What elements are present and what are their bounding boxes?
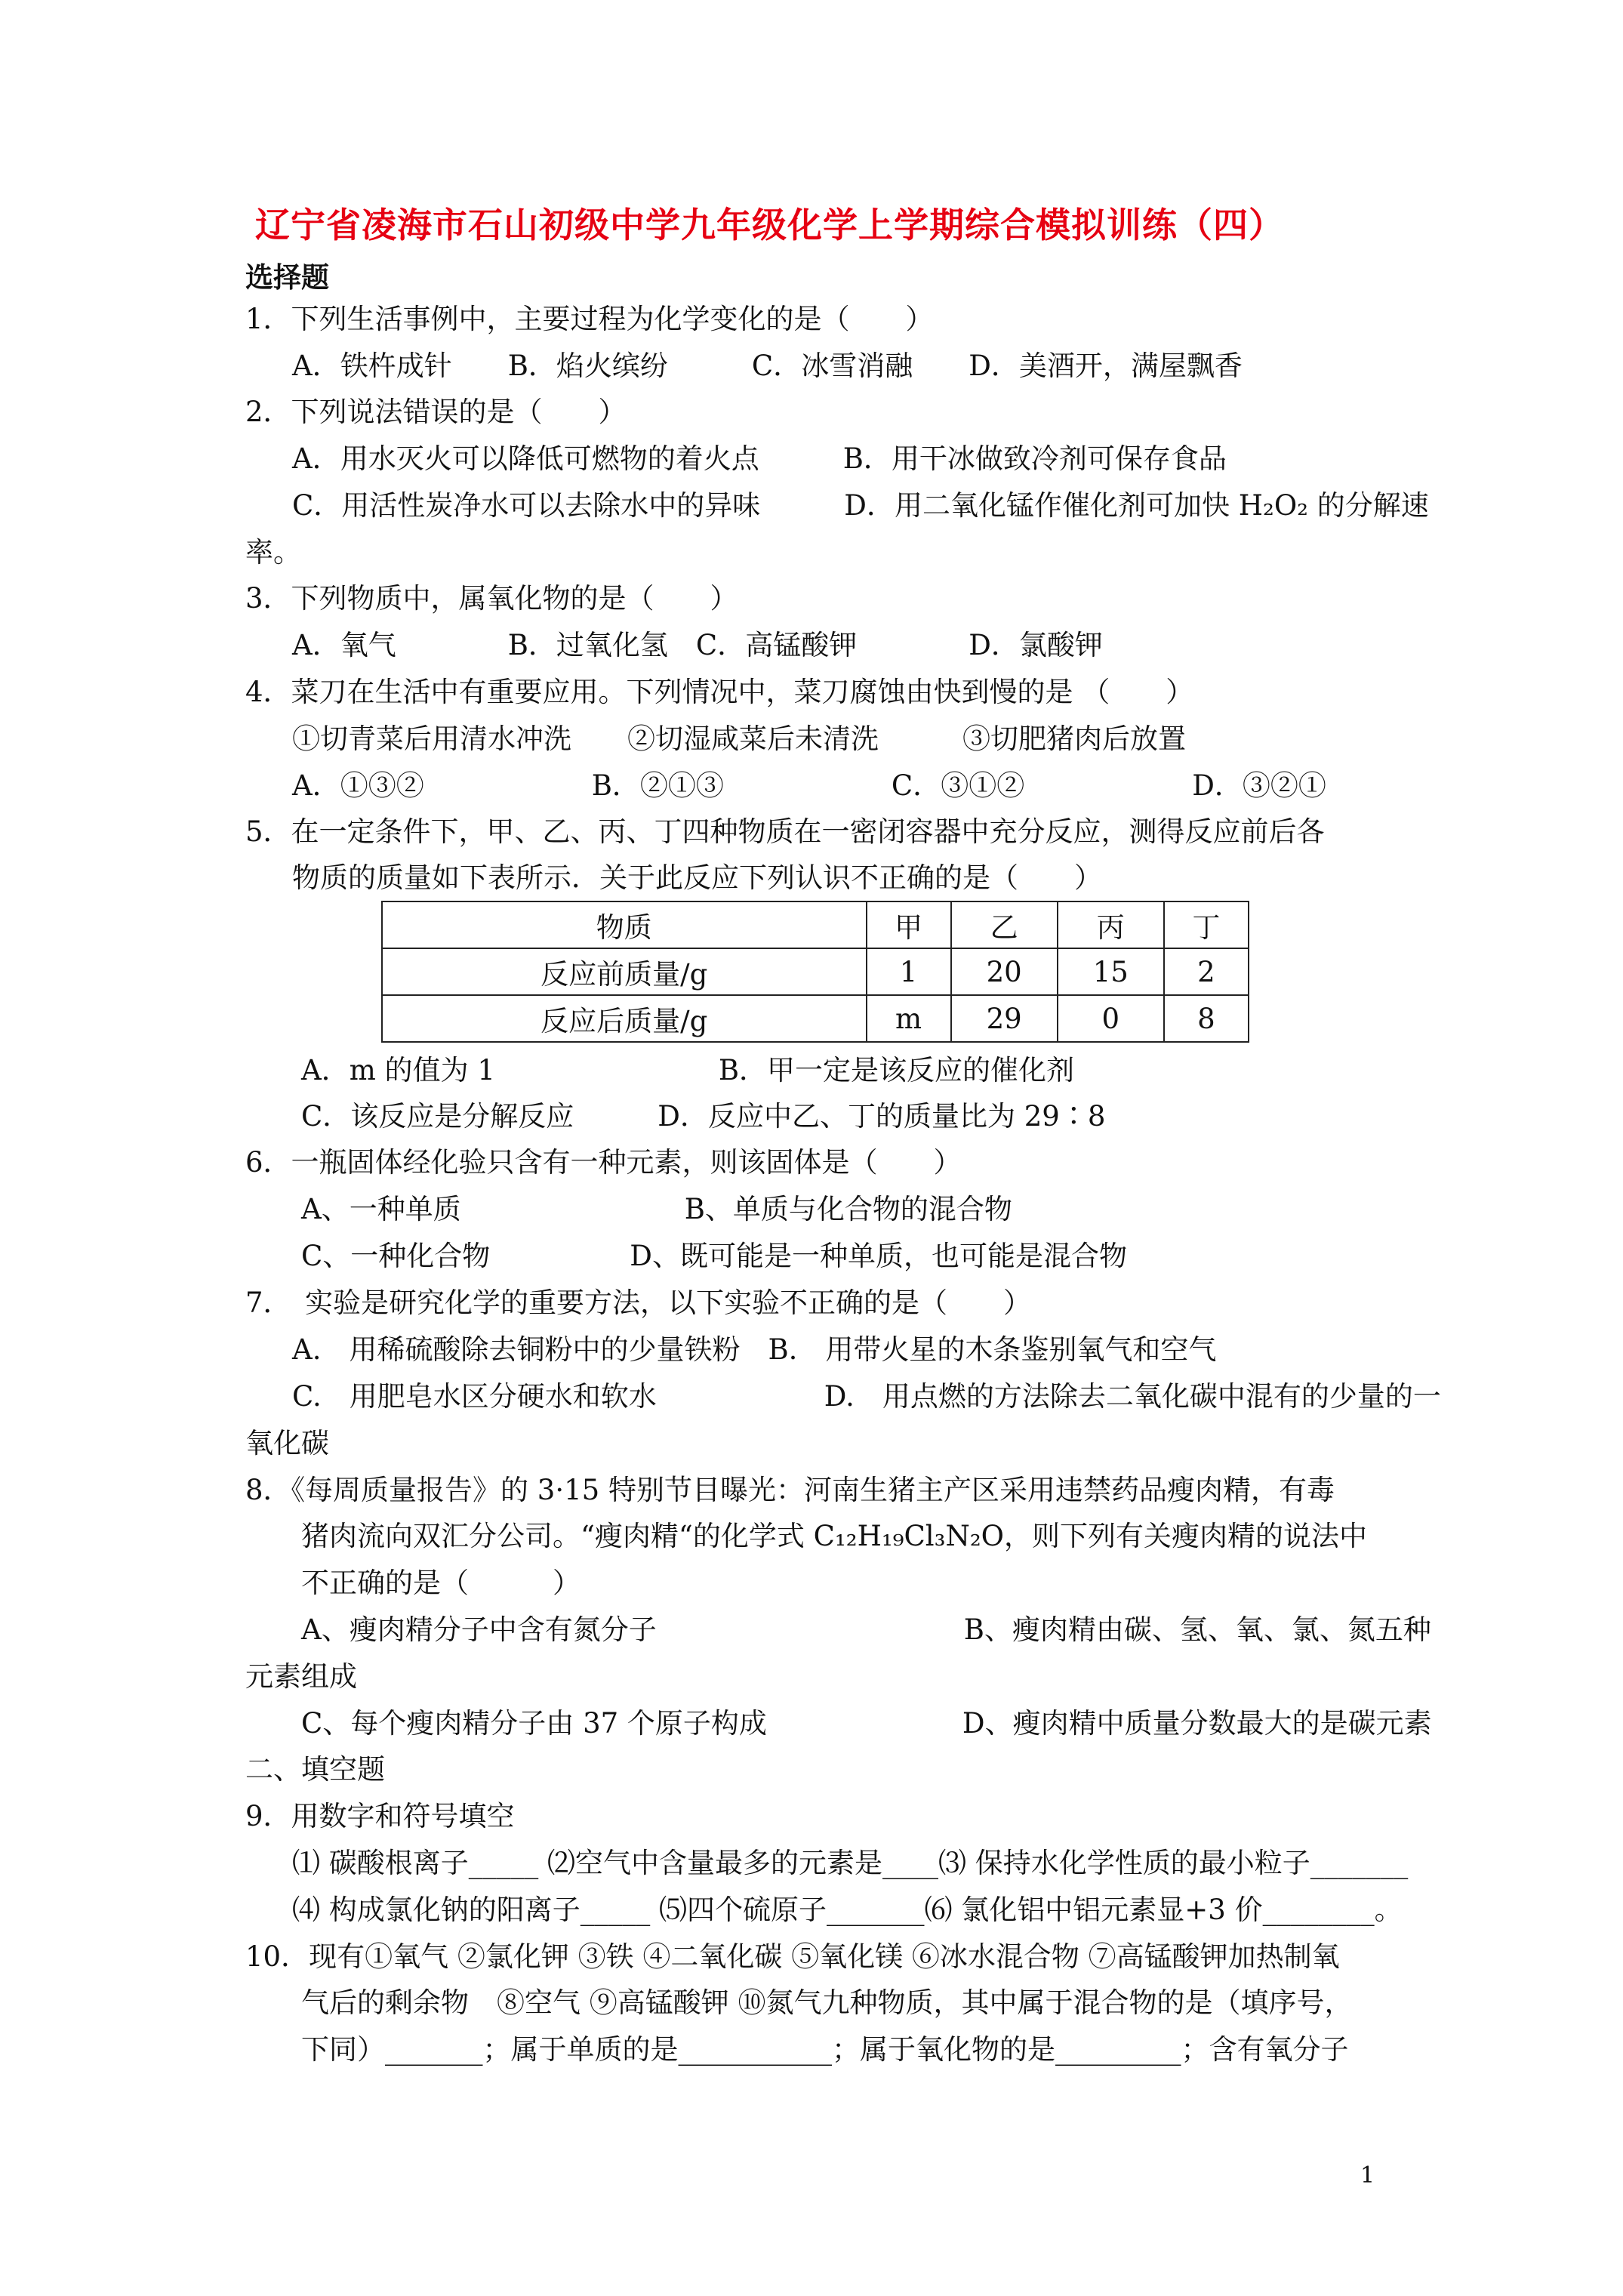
question-8-continuation: 元素组成 [245, 1660, 357, 1693]
question-1: 1．下列生活事例中，主要过程为化学变化的是（ ） [245, 303, 934, 335]
section-heading-fill: 二、填空题 [245, 1753, 385, 1786]
table-cell: 20 [951, 948, 1058, 995]
table-cell: 丁 [1164, 901, 1249, 948]
question-8-line-2: 猪肉流向双汇分公司。“瘦肉精“的化学式 C₁₂H₁₉Cl₃N₂O，则下列有关瘦肉精的说法中 [301, 1520, 1368, 1552]
question-5-options-cd: C．该反应是分解反应 D．反应中乙、丁的质量比为 29∶8 [301, 1100, 1106, 1133]
question-1-options: A．铁杵成针 B．焰火缤纷 C．冰雪消融 D．美酒开，满屋飘香 [292, 350, 1243, 382]
question-10-line-2: 气后的剩余物 ⑧空气 ⑨高锰酸钾 ⑩氮气九种物质，其中属于混合物的是（填序号， [301, 1986, 1353, 2019]
question-2-options-ab: A．用水灭火可以降低可燃物的着火点 B．用干冰做致冷剂可保存食品 [292, 442, 1227, 475]
section-heading-choice: 选择题 [245, 260, 329, 294]
table-cell: 甲 [867, 901, 951, 948]
question-2-continuation: 率。 [245, 536, 301, 569]
question-9: 9．用数字和符号填空 [245, 1800, 515, 1832]
table-cell: 29 [951, 995, 1058, 1042]
mass-table [381, 901, 1249, 1043]
document-title: 辽宁省凌海市石山初级中学九年级化学上学期综合模拟训练（四） [255, 205, 1284, 245]
question-8-options-cd: C、每个瘦肉精分子由 37 个原子构成 D、瘦肉精中质量分数最大的是碳元素 [301, 1707, 1432, 1740]
question-6-options-ab: A、一种单质 B、单质与化合物的混合物 [301, 1193, 1012, 1225]
table-cell: 物质 [382, 901, 867, 948]
table-header-row [382, 901, 1249, 948]
question-5-line-2: 物质的质量如下表所示．关于此反应下列认识不正确的是（ ） [292, 861, 1102, 894]
question-2-options-cd: C．用活性炭净水可以去除水中的异味 D．用二氧化锰作催化剂可加快 H₂O₂ 的分解速 [292, 489, 1429, 522]
table-cell: 乙 [951, 901, 1058, 948]
question-7-options-cd: C. 用肥皂水区分硬水和软水 D. 用点燃的方法除去二氧化碳中混有的少量的一 [292, 1380, 1441, 1413]
table-cell: 反应前质量/g [382, 948, 867, 995]
question-8-options-ab: A、瘦肉精分子中含有氮分子 B、瘦肉精由碳、氢、氧、氯、氮五种 [301, 1613, 1431, 1646]
table-row [382, 995, 1249, 1042]
table-cell: 8 [1164, 995, 1249, 1042]
table-row [382, 948, 1249, 995]
question-10-line-3: 下同）_______；属于单质的是___________；属于氧化物的是_________；含有氧分子 [301, 2033, 1349, 2066]
question-3-options: A．氧气 B．过氧化氢 C．高锰酸钾 D．氯酸钾 [292, 629, 1103, 661]
question-6: 6．一瓶固体经化验只含有一种元素，则该固体是（ ） [245, 1146, 962, 1179]
table-cell: 1 [867, 948, 951, 995]
question-9-line-2: ⑷ 构成氯化钠的阳离子_____ ⑸四个硫原子_______⑹ 氯化铝中铝元素显+3 价________。 [292, 1894, 1403, 1926]
question-3: 3．下列物质中，属氧化物的是（ ） [245, 582, 738, 615]
table-cell: m [867, 995, 951, 1042]
question-5-line-1: 5．在一定条件下，甲、乙、丙、丁四种物质在一密闭容器中充分反应，测得反应前后各 [245, 815, 1325, 848]
question-5-options-ab: A．m 的值为 1 B．甲一定是该反应的催化剂 [301, 1054, 1075, 1086]
question-9-line-1: ⑴ 碳酸根离子_____ ⑵空气中含量最多的元素是____⑶ 保持水化学性质的最小粒子_______ [292, 1847, 1409, 1879]
question-10-line-1: 10．现有①氧气 ②氯化钾 ③铁 ④二氧化碳 ⑤氧化镁 ⑥冰水混合物 ⑦高锰酸钾加热制氧 [245, 1940, 1340, 1973]
table-cell: 反应后质量/g [382, 995, 867, 1042]
question-7-continuation: 氧化碳 [245, 1427, 329, 1459]
question-8-line-1: 8．《每周质量报告》的 3·15 特别节目曝光：河南生猪主产区采用违禁药品瘦肉精，有毒 [245, 1474, 1335, 1506]
question-8-line-3: 不正确的是（ ） [301, 1567, 581, 1599]
question-4-options: A．①③② B．②①③ C．③①② D．③②① [292, 769, 1326, 802]
table-cell: 丙 [1058, 901, 1164, 948]
page-number: 1 [1360, 2162, 1375, 2189]
question-7-options-ab: A. 用稀硫酸除去铜粉中的少量铁粉 B. 用带火星的木条鉴别氧气和空气 [292, 1333, 1217, 1366]
question-7: 7． 实验是研究化学的重要方法，以下实验不正确的是（ ） [245, 1287, 1032, 1319]
question-4-items: ①切青菜后用清水冲洗 ②切湿咸菜后未清洗 ③切肥猪肉后放置 [292, 723, 1186, 755]
question-2: 2．下列说法错误的是（ ） [245, 396, 627, 428]
question-4: 4．菜刀在生活中有重要应用。下列情况中，菜刀腐蚀由快到慢的是 （ ） [245, 676, 1194, 708]
table-cell: 0 [1058, 995, 1164, 1042]
table-cell: 15 [1058, 948, 1164, 995]
question-6-options-cd: C、一种化合物 D、既可能是一种单质，也可能是混合物 [301, 1240, 1127, 1272]
table-cell: 2 [1164, 948, 1249, 995]
